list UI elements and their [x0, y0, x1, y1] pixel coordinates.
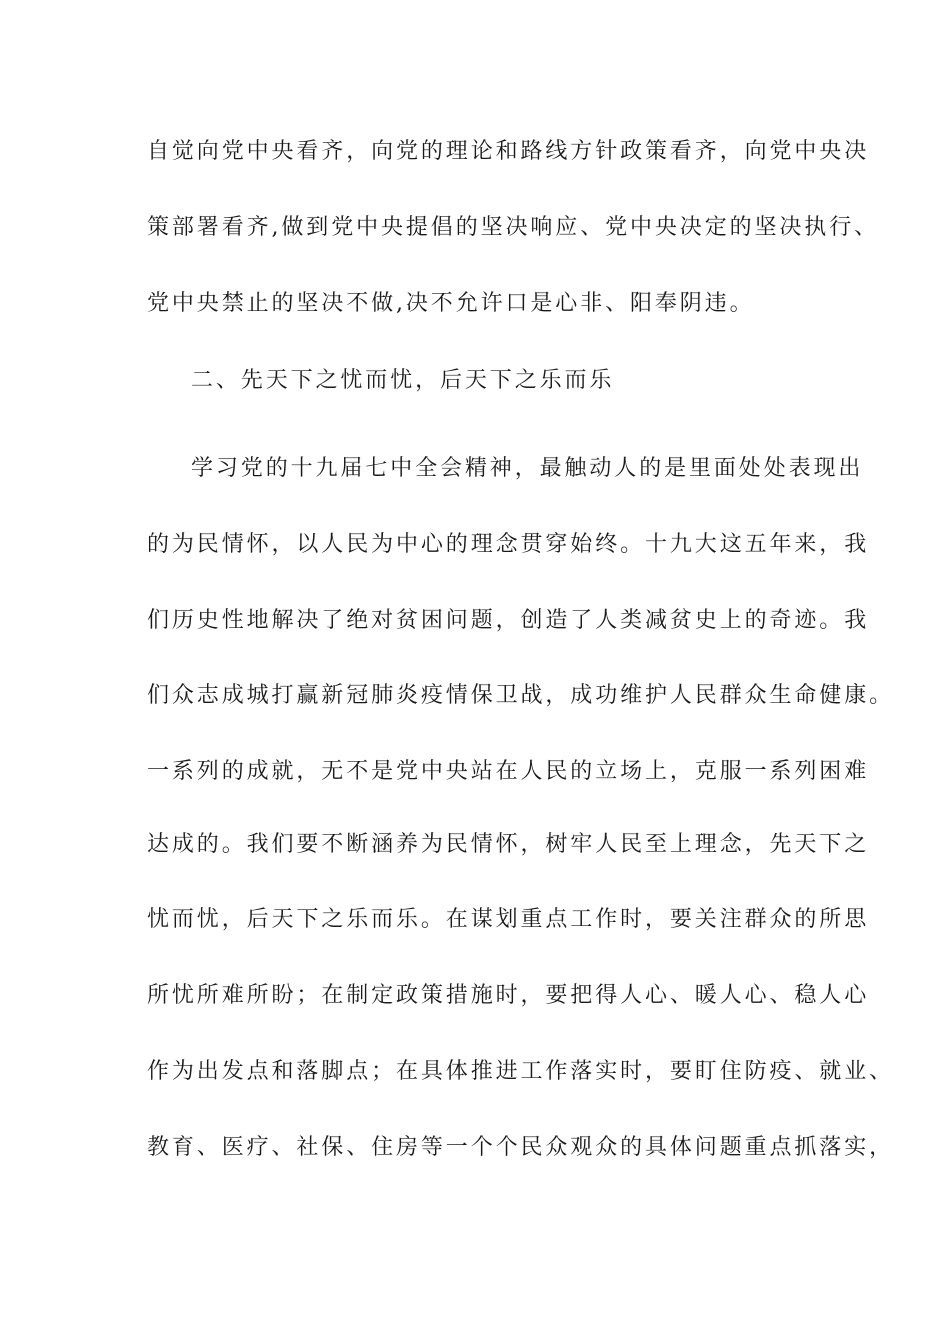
paragraph-line: 的为民情怀，以人民为中心的理念贯穿始终。十九大这五年来，我 [147, 532, 870, 557]
paragraph-line: 一系列的成就，无不是党中央站在人民的立场上，克服一系列困难 [147, 759, 870, 784]
paragraph-line: 们历史性地解决了绝对贫困问题，创造了人类减贫史上的奇迹。我 [147, 608, 870, 633]
paragraph-line: 所忧所难所盼；在制定政策措施时，要把得人心、暖人心、稳人心 [147, 983, 870, 1008]
paragraph-line: 达成的。我们要不断涵养为民情怀，树牢人民至上理念，先天下之 [147, 832, 870, 857]
paragraph-line: 学习党的十九届七中全会精神，最触动人的是里面处处表现出 [191, 456, 864, 481]
paragraph-line: 自觉向党中央看齐，向党的理论和路线方针政策看齐，向党中央决 [147, 139, 870, 164]
section-heading: 二、先天下之忧而忧，后天下之乐而乐 [191, 368, 615, 393]
paragraph-line: 党中央禁止的坚决不做,决不允许口是心非、阳奉阴违。 [147, 291, 755, 316]
paragraph-line: 教育、医疗、社保、住房等一个个民众观众的具体问题重点抓落实， [147, 1135, 895, 1160]
paragraph-line: 们众志成城打赢新冠肺炎疫情保卫战，成功维护人民群众生命健康。 [147, 683, 895, 708]
paragraph-line: 作为出发点和落脚点；在具体推进工作落实时，要盯住防疫、就业、 [147, 1059, 895, 1084]
paragraph-line: 忧而忧，后天下之乐而乐。在谋划重点工作时，要关注群众的所思 [147, 907, 870, 932]
paragraph-line: 策部署看齐,做到党中央提倡的坚决响应、党中央决定的坚决执行、 [147, 215, 879, 240]
